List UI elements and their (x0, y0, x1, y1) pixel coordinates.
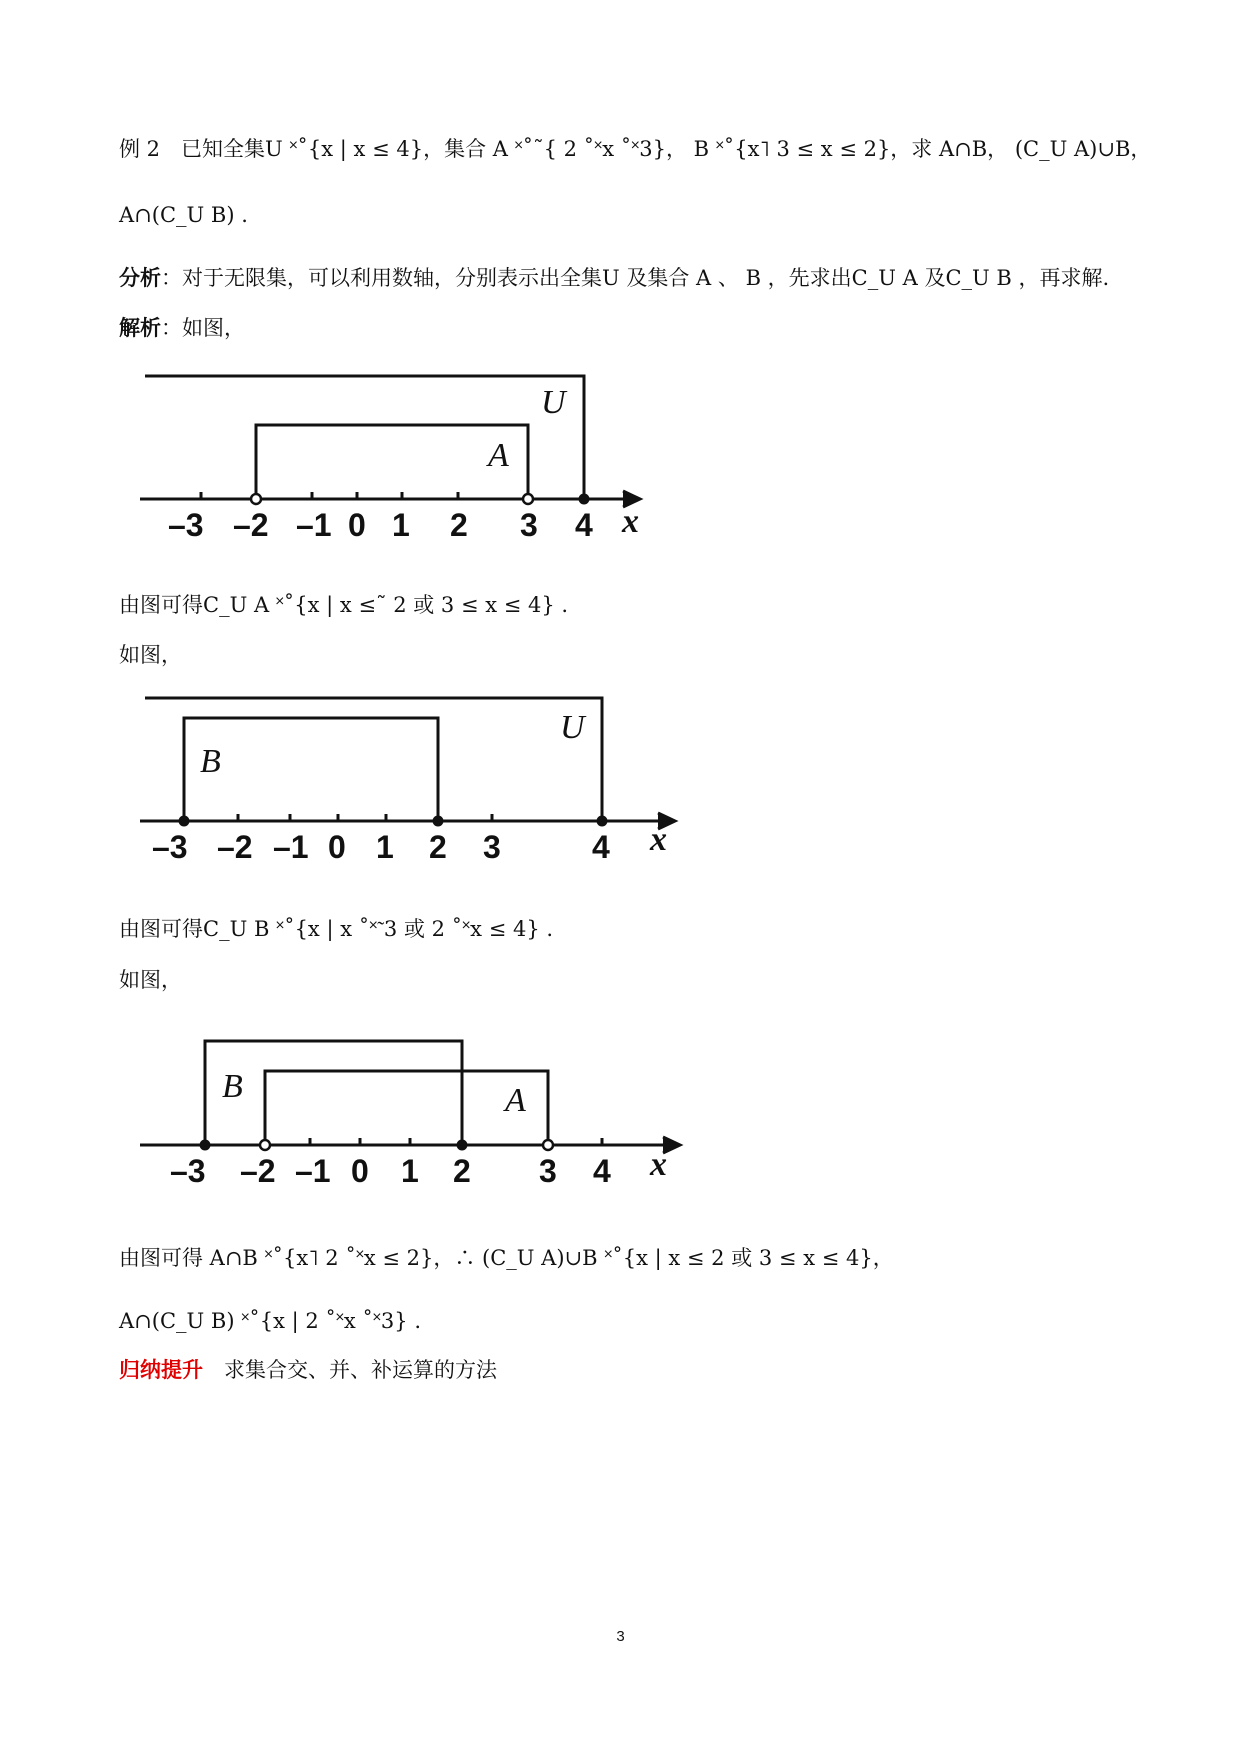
tick-label: 1 (392, 507, 410, 543)
axis-x-label: x (650, 1146, 667, 1183)
summary-line (119, 1355, 497, 1385)
set-b-label: B (200, 743, 221, 780)
tick-label: 1 (401, 1153, 419, 1189)
set-u-label: U (541, 384, 566, 421)
solution-line (119, 313, 245, 343)
tick-label: 0 (351, 1153, 369, 1189)
analysis-line (119, 263, 1109, 293)
tick-label: 3 (539, 1153, 557, 1189)
analysis-text: ：对于无限集，可以利用数轴，分别表示出全集U 及集合 A 、 B ，先求出C_U A 及C_U B ，再求解. (161, 266, 1110, 290)
tick-label: 2 (453, 1153, 471, 1189)
number-line-diagram-u-b (130, 692, 710, 872)
set-b-label: B (222, 1068, 243, 1105)
solution-label: 解析 (119, 315, 161, 340)
tick-label: 1 (376, 829, 394, 865)
complement-b-result: 由图可得C_U B ˟˚{x | x ˚˟̃ 3 或 2 ˚˟x ≤ 4} . (119, 917, 554, 941)
tick-label: 2 (450, 507, 468, 543)
set-a-label: A (488, 437, 509, 474)
a-intersect-complement-b-result: A∩(C_U B) ˟˚{x | 2 ˚˟x ˚˟3} . (119, 1309, 422, 1333)
tick-label: 3 (483, 829, 501, 865)
as-shown-line-1: 如图， (119, 643, 182, 667)
analysis-label: 分析 (119, 265, 161, 290)
tick-label: –2 (217, 829, 253, 865)
solution-text: ：如图， (161, 316, 245, 340)
tick-label: –2 (240, 1153, 276, 1189)
tick-label: –1 (296, 507, 332, 543)
tick-label: –3 (170, 1153, 206, 1189)
axis-x-label: x (650, 821, 667, 858)
tick-label: 0 (348, 507, 366, 543)
set-u-label: U (560, 709, 585, 746)
tick-label: –1 (295, 1153, 331, 1189)
tick-label: –3 (168, 507, 204, 543)
tick-label: –1 (273, 829, 309, 865)
number-line-diagram-b-a (130, 1035, 710, 1210)
tick-label: 4 (593, 1153, 611, 1189)
page-number: 3 (616, 1628, 625, 1645)
example-2-problem-line-2: A∩(C_U B) . (119, 203, 248, 227)
intersection-union-result: 由图可得 A∩B ˟˚{x˥ 2 ˚˟x ≤ 2}，∴ (C_U A)∪B ˟˚{x | x ≤ 2 或 3 ≤ x ≤ 4}， (119, 1246, 894, 1270)
set-a-label: A (505, 1082, 526, 1119)
tick-label: 2 (429, 829, 447, 865)
number-line-diagram-u-a (130, 370, 690, 550)
summary-label: 归纳提升 (119, 1357, 203, 1382)
summary-text: 求集合交、并、补运算的方法 (203, 1358, 497, 1382)
tick-label: –2 (233, 507, 269, 543)
axis-x-label: x (622, 503, 639, 540)
tick-label: 3 (520, 507, 538, 543)
tick-label: –3 (152, 829, 188, 865)
tick-label: 0 (328, 829, 346, 865)
example-2-problem-line-1: 例 2 已知全集U ˟˚{x | x ≤ 4}，集合 A ˟˚˜{ 2 ˚˟x ˚˟3}， B ˟˚{x˥ 3 ≤ x ≤ 2}，求 A∩B， (C_U A)∪B， (119, 137, 1152, 161)
complement-a-result: 由图可得C_U A ˟˚{x | x ≤˜ 2 或 3 ≤ x ≤ 4} . (119, 593, 569, 617)
as-shown-line-2: 如图， (119, 968, 182, 992)
tick-label: 4 (592, 829, 610, 865)
tick-label: 4 (575, 507, 593, 543)
